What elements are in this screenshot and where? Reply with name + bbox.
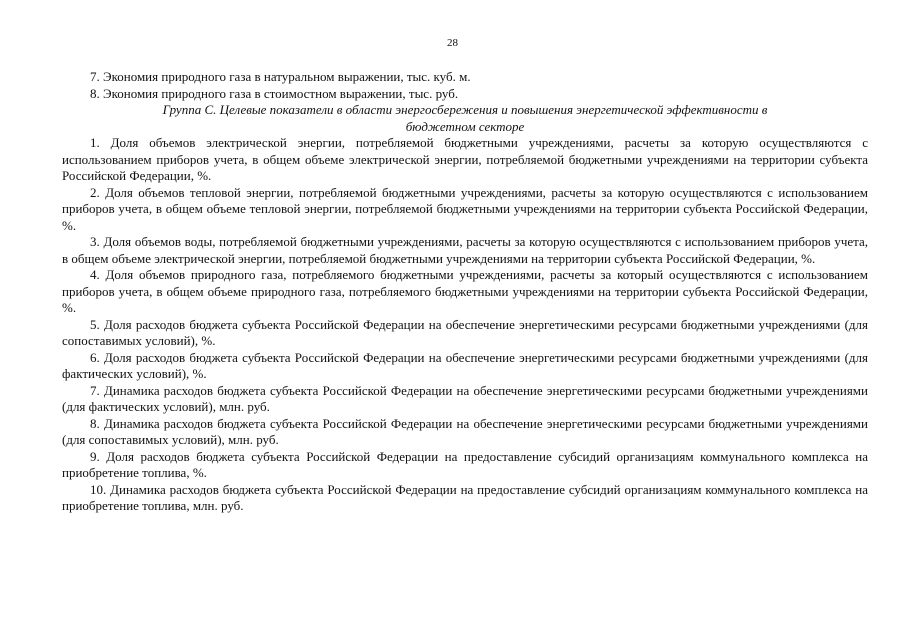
group-c-title: Группа С. Целевые показатели в области энергосбережения и повышения энергетической эффективности в бюджетном секторе [162, 102, 768, 134]
document-body [62, 69, 868, 515]
page-number: 28 [447, 37, 458, 49]
indicator-item-4: 4. Доля объемов природного газа, потребляемого бюджетными учреждениями, расчеты за который осуществляются с использованием приборов учета, в общем объеме природного газа, потребляемого бюджетными учреждениями на территории субъекта Российской Федерации, %. [62, 267, 868, 315]
indicator-item-7: 7. Динамика расходов бюджета субъекта Российской Федерации на обеспечение энергетическими ресурсами бюджетными учреждениями (для фактических условий), млн. руб. [62, 382, 868, 414]
indicator-item-10: 10. Динамика расходов бюджета субъекта Российской Федерации на предоставление субсидий организациям коммунального комплекса на приобретение топлива, млн. руб. [62, 481, 868, 513]
indicator-item-3: 3. Доля объемов воды, потребляемой бюджетными учреждениями, расчеты за которую осуществляются с использованием приборов учета, в общем объеме электрической энергии, потребляемой бюджетными учреждениями на территории субъекта Российской Федерации, %. [62, 234, 868, 266]
indicator-item-8: 8. Динамика расходов бюджета субъекта Российской Федерации на обеспечение энергетическими ресурсами бюджетными учреждениями (для сопоставимых условий), млн. руб. [62, 415, 868, 447]
indicator-item-6: 6. Доля расходов бюджета субъекта Российской Федерации на обеспечение энергетическими ресурсами бюджетными учреждениями (для фактических условий), %. [62, 349, 868, 381]
paragraph-gas-cost-savings: 8. Экономия природного газа в стоимостном выражении, тыс. руб. [90, 85, 459, 101]
paragraph-gas-volume-savings: 7. Экономия природного газа в натуральном выражении, тыс. куб. м. [90, 69, 471, 84]
indicator-item-1: 1. Доля объемов электрической энергии, потребляемой бюджетными учреждениями, расчеты за которую осуществляются с использованием приборов учета, в общем объеме электрической энергии, потребляемой бюджетными учреждениями на территории субъекта Российской Федерации, %. [62, 135, 868, 183]
indicator-item-9: 9. Доля расходов бюджета субъекта Российской Федерации на предоставление субсидий организациям коммунального комплекса на приобретение топлива, %. [62, 448, 868, 480]
indicator-item-5: 5. Доля расходов бюджета субъекта Российской Федерации на обеспечение энергетическими ресурсами бюджетными учреждениями (для сопоставимых условий), %. [62, 316, 868, 348]
indicator-item-2: 2. Доля объемов тепловой энергии, потребляемой бюджетными учреждениями, расчеты за которую осуществляются с использованием приборов учета, в общем объеме тепловой энергии, потребляемой бюджетными учреждениями на территории субъекта Российской Федерации, %. [62, 184, 868, 233]
